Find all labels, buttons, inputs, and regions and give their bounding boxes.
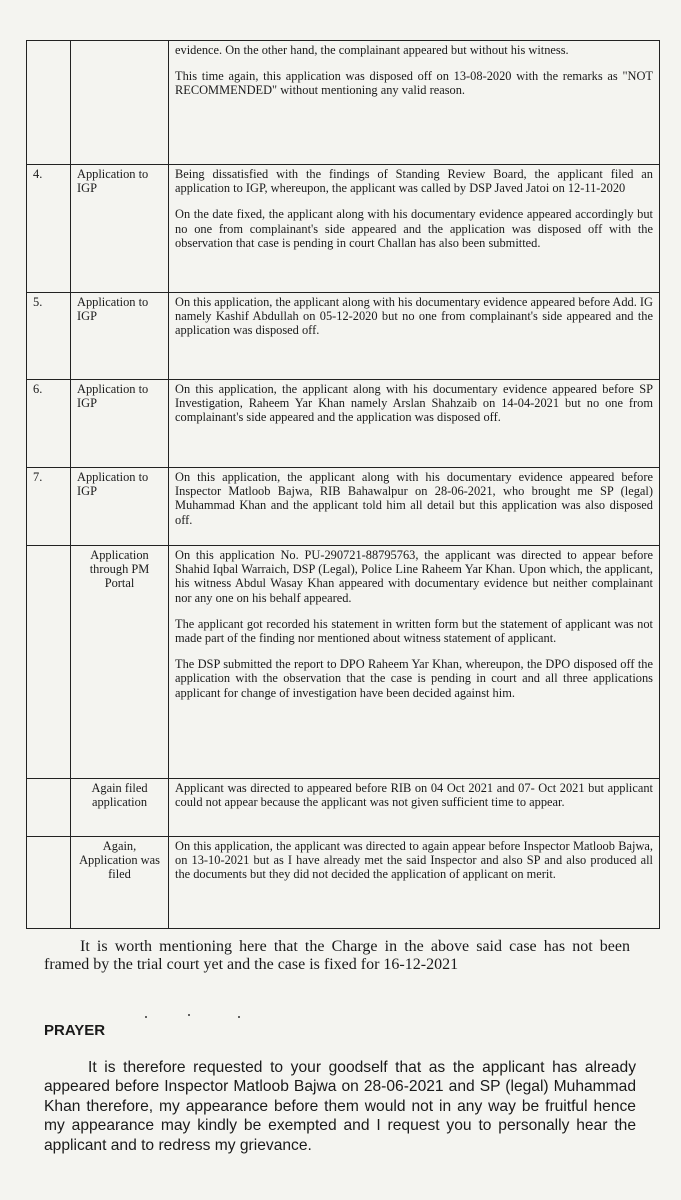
application-type: Application to IGP (71, 468, 169, 546)
application-type: Application to IGP (71, 380, 169, 468)
application-type: Application to IGP (71, 165, 169, 293)
row-number (27, 41, 71, 165)
records-table (26, 40, 660, 929)
detail-paragraph: On the date fixed, the applicant along with his documentary evidence appeared accordingly but no one from complainant's side appeared and the application was disposed off with the observation that case is pending in court Challan has also been submitted. (175, 207, 653, 250)
table-row (27, 546, 660, 779)
row-details (169, 468, 660, 546)
detail-paragraph: evidence. On the other hand, the complainant appeared but without his witness. (175, 43, 569, 57)
table-row (27, 468, 660, 546)
row-number: 5. (27, 293, 71, 380)
prayer-heading: PRAYER (44, 1022, 106, 1039)
row-number: 6. (27, 380, 71, 468)
table-row (27, 779, 660, 837)
row-number (27, 837, 71, 929)
scan-speck (188, 1014, 190, 1016)
row-details (169, 41, 660, 165)
table-row (27, 837, 660, 929)
detail-paragraph: On this application, the applicant along with his documentary evidence appeared before Inspector Matloob Bajwa, RIB Bahawalpur on 28-06-2021, who brought me SP (legal) Muhammad Khan and the applicant told him all detail but this application was also disposed off. (175, 470, 653, 527)
table-row (27, 380, 660, 468)
table-row (27, 41, 660, 165)
detail-paragraph: On this application, the applicant along with his documentary evidence appeared before Add. IG namely Kashif Abdullah on 05-12-2020 but no one from complainant's side appeared and the application was disposed off. (175, 295, 653, 338)
application-type (71, 41, 169, 165)
detail-paragraph: Being dissatisfied with the findings of Standing Review Board, the applicant filed an application to IGP, whereupon, the applicant was called by DSP Javed Jatoi on 12-11-2020 (175, 167, 653, 196)
row-number: 4. (27, 165, 71, 293)
closing-paragraph: It is worth mentioning here that the Charge in the above said case has not been framed by the trial court yet and the case is fixed for 16-12-2021 (44, 938, 630, 973)
detail-paragraph: This time again, this application was disposed off on 13-08-2020 with the remarks as "NOT RECOMMENDED" without mentioning any valid reason. (175, 69, 653, 98)
detail-paragraph: Applicant was directed to appeared before RIB on 04 Oct 2021 and 07- Oct 2021 but applicant could not appear because the applicant was not given sufficient time to appear. (175, 781, 653, 810)
row-details (169, 165, 660, 293)
application-type: Again filed application (71, 779, 169, 837)
application-type: Application to IGP (71, 293, 169, 380)
detail-paragraph: On this application, the applicant along with his documentary evidence appeared before SP Investigation, Raheem Yar Khan namely Arslan Shahzaib on 14-04-2021 but no one from complainant's side appeared and the application was disposed off. (175, 382, 653, 425)
scan-speck (238, 1016, 240, 1018)
detail-paragraph: The applicant got recorded his statement in written form but the statement of applicant was not made part of the finding nor mentioned about witness statement of applicant. (175, 616, 653, 646)
row-details (169, 779, 660, 837)
application-type: Application through PM Portal (71, 546, 169, 779)
application-type: Again, Application was filed (71, 837, 169, 929)
row-details (169, 837, 660, 929)
row-details (169, 380, 660, 468)
row-number: 7. (27, 468, 71, 546)
row-number (27, 779, 71, 837)
detail-paragraph: On this application, the applicant was directed to again appear before Inspector Matloob Bajwa, on 13-10-2021 but as I have already met the said Inspector and also SP and also produced all the documents but they did not decided the application of applicant on merit. (175, 839, 653, 882)
row-details (169, 546, 660, 779)
table-row (27, 293, 660, 380)
prayer-paragraph: It is therefore requested to your goodself that as the applicant has already appeared before Inspector Matloob Bajwa on 28-06-2021 and SP (legal) Muhammad Khan therefore, my appearance before them would not in any way be fruitful hence my appearance may kindly be exempted and I request you to personally hear the applicant and to redress my grievance. (44, 1059, 636, 1154)
scan-speck (145, 1016, 147, 1018)
row-number (27, 546, 71, 779)
detail-paragraph: The DSP submitted the report to DPO Raheem Yar Khan, whereupon, the DPO disposed off the application with the observation that the case is pending in court and all three applications applicant for change of investigation have been decided against him. (175, 657, 653, 700)
detail-paragraph: On this application No. PU-290721-88795763, the applicant was directed to appear before Shahid Iqbal Warraich, DSP (Legal), Police Line Raheem Yar Khan. Upon which, the applicant, his witness Abdul Wasay Khan appeared with documentary evidence but neither complainant nor any one on his behalf appeared. (175, 548, 653, 605)
table-row (27, 165, 660, 293)
row-details (169, 293, 660, 380)
